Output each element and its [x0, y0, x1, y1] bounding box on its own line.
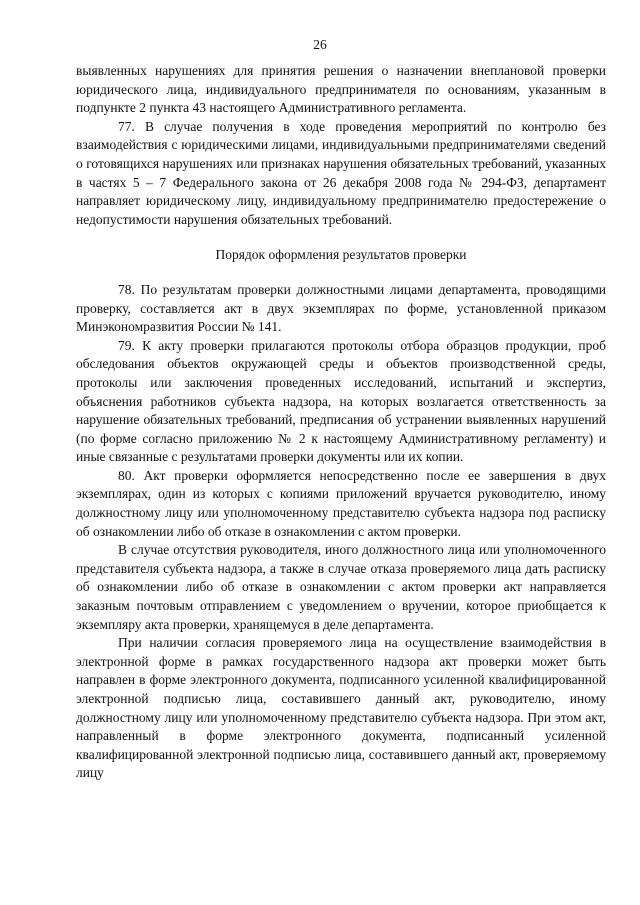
paragraph-80: 80. Акт проверки оформляется непосредственно после ее завершения в двух экземплярах, один из которых с копиями приложений вручается руководителю, иному должностному лицу или уполномоченному представителю субъекта надзора под расписку об ознакомлении либо об отказе в ознакомлении с актом проверки. — [76, 467, 606, 539]
paragraph-78: 78. По результатам проверки должностными лицами департамента, проводящими проверку, составляется акт в двух экземплярах по форме, установленной приказом Минэкономразвития России № 141. — [76, 281, 606, 335]
paragraph-absence-case: В случае отсутствия руководителя, иного должностного лица или уполномоченного представителя субъекта надзора, а также в случае отказа проверяемого лица дать расписку об ознакомлении либо об отказе в ознакомлении с актом проверки акт направляется заказным почтовым отправлением с уведомлением о вручении, которое приобщается к экземпляру акта проверки, хранящемуся в деле департамента. — [76, 542, 606, 632]
paragraph-79: 79. К акту проверки прилагаются протоколы отбора образцов продукции, проб обследования объектов окружающей среды и объектов производственной среды, протоколы или заключения проведенных исследований, испытаний и экспертиз, объяснения работников субъекта надзора, на которых возлагается ответственность за нарушение обязательных требований, предписания об устранении выявленных нарушений (по форме согласно приложению № 2 к настоящему Административному регламенту) и иные связанные с результатами проверки документы или их копии. — [76, 337, 606, 465]
paragraph-77: 77. В случае получения в ходе проведения мероприятий по контролю без взаимодействия с юридическими лицами, индивидуальными предпринимателями сведений о готовящихся нарушениях или признаках нарушения обязательных требований, указанных в частях 5 – 7 Федерального закона от 26 декабря 2008 года № 294-ФЗ, департамент направляет юридическому лицу, индивидуальному предпринимателю предостережение о недопустимости нарушения обязательных требований. — [76, 118, 606, 227]
page-number: 26 — [313, 37, 327, 52]
paragraph-electronic-form: При наличии согласия проверяемого лица на осуществление взаимодействия в электронной форме в рамках государственного надзора акт проверки может быть направлен в форме электронного документа, подписанного усиленной квалифицированной электронной подписью лица, составившего данный акт, руководителю, иному должностному лицу или уполномоченному представителю субъекта надзора. При этом акт, направленный в форме электронного документа, подписанный усиленной квалифицированной электронной подписью лица, составившего данный акт, проверяемому лицу — [76, 635, 606, 781]
paragraph-continuation: выявленных нарушениях для принятия решения о назначении внеплановой проверки юридического лица, индивидуального предпринимателя по основаниям, указанным в подпункте 2 пункта 43 настоящего Административного регламента. — [76, 63, 606, 116]
section-heading: Порядок оформления результатов проверки — [215, 247, 467, 263]
document-body — [76, 62, 606, 783]
